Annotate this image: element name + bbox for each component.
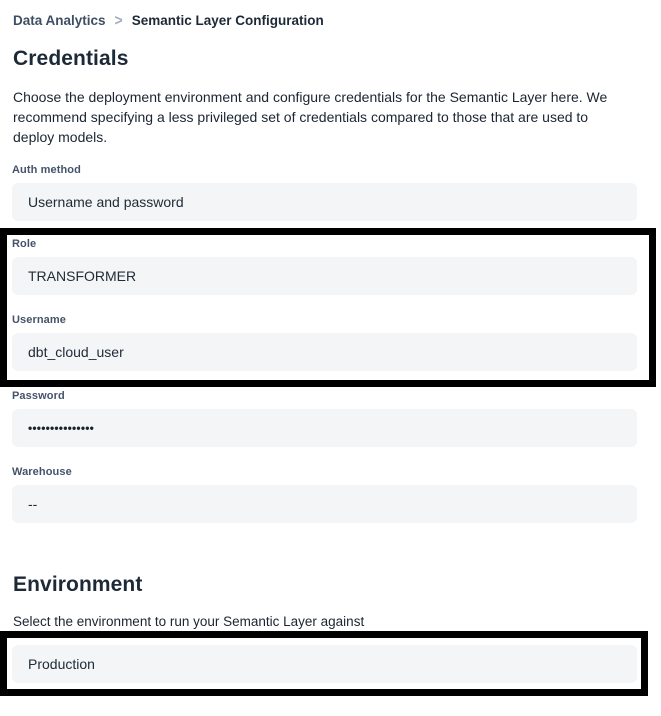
warehouse-input[interactable]: -- [12, 485, 637, 523]
credentials-description: Choose the deployment environment and configure credentials for the Semantic Layer here. We recommend specifying a less privileged set of credentials compared to those that are used to deploy models. [13, 89, 608, 145]
auth-method-label: Auth method [12, 164, 81, 176]
role-input[interactable]: TRANSFORMER [12, 257, 637, 295]
password-label: Password [12, 390, 65, 402]
warehouse-label: Warehouse [12, 466, 72, 478]
username-input[interactable]: dbt_cloud_user [12, 333, 637, 371]
breadcrumb-item-current: Semantic Layer Configuration [131, 12, 324, 28]
auth-method-field-group [12, 164, 637, 221]
breadcrumb-item-data-analytics[interactable]: Data Analytics [13, 12, 106, 28]
chevron-right-icon: > [114, 11, 123, 29]
username-field-group [12, 314, 637, 371]
environment-heading: Environment [13, 573, 143, 596]
password-input[interactable]: ••••••••••••••• [12, 409, 637, 447]
warehouse-field-group [12, 466, 637, 523]
role-field-group [12, 238, 637, 295]
auth-method-select[interactable]: Username and password [12, 183, 637, 221]
environment-description: Select the environment to run your Semantic Layer against [13, 614, 365, 629]
credentials-heading: Credentials [13, 47, 129, 70]
role-label: Role [12, 238, 37, 250]
environment-field-group [12, 645, 637, 683]
password-field-group [12, 390, 637, 447]
username-label: Username [12, 314, 66, 326]
breadcrumb [13, 12, 324, 28]
environment-select[interactable]: Production [12, 645, 637, 683]
